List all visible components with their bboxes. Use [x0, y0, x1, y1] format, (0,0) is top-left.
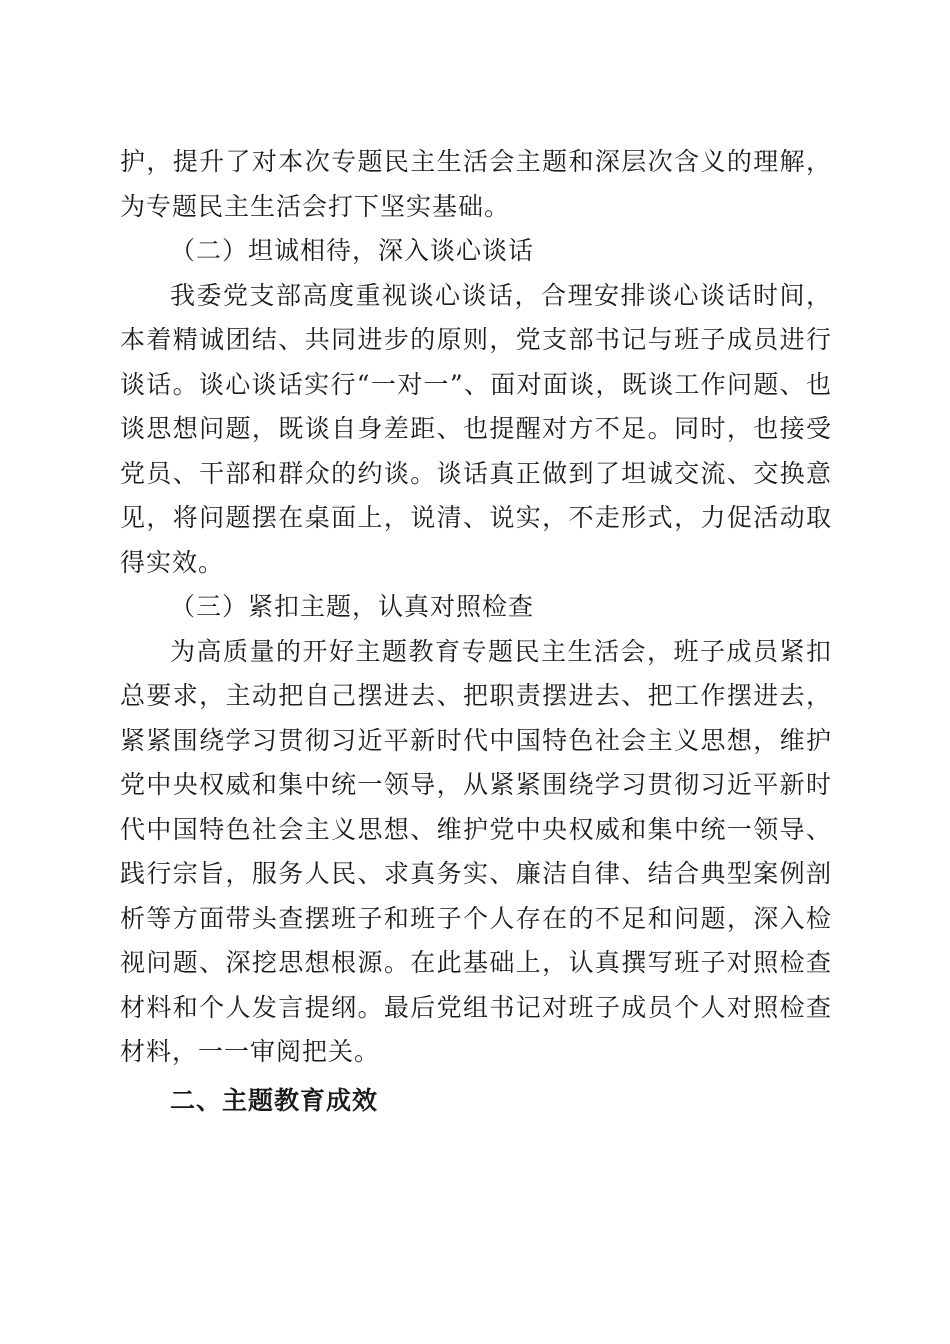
section-2-paragraph: 我委党支部高度重视谈心谈话，合理安排谈心谈话时间，本着精诚团结、共同进步的原则，党支部书记与班子成员进行谈话。谈心谈话实行“一对一”、面对面谈，既谈工作问题、也谈思想问题，既谈自身差距、也提醒对方不足。同时，也接受党员、干部和群众的约谈。谈话真正做到了坦诚交流、交换意见，将问题摆在桌面上，说清、说实，不走形式，力促活动取得实效。 — [120, 280, 832, 577]
part-2-heading: 二、主题教育成效 — [170, 1085, 379, 1115]
continuation-paragraph: 护，提升了对本次专题民主生活会主题和深层次含义的理解，为专题民主生活会打下坚实基础。 — [120, 147, 832, 221]
section-3-title: （三）紧扣主题，认真对照检查 — [170, 592, 535, 621]
document-body — [120, 140, 832, 1123]
section-3-paragraph: 为高质量的开好主题教育专题民主生活会，班子成员紧扣总要求，主动把自己摆进去、把职责摆进去、把工作摆进去，紧紧围绕学习贯彻习近平新时代中国特色社会主义思想，维护党中央权威和集中统一领导，从紧紧围绕学习贯彻习近平新时代中国特色社会主义思想、维护党中央权威和集中统一领导、践行宗旨，服务人民、求真务实、廉洁自律、结合典型案例剖析等方面带头查摆班子和班子个人存在的不足和问题，深入检视问题、深挖思想根源。在此基础上，认真撰写班子对照检查材料和个人发言提纲。最后党组书记对班子成员个人对照检查材料，一一审阅把关。 — [120, 636, 832, 1066]
section-2-title: （二）坦诚相待，深入谈心谈话 — [170, 236, 535, 265]
